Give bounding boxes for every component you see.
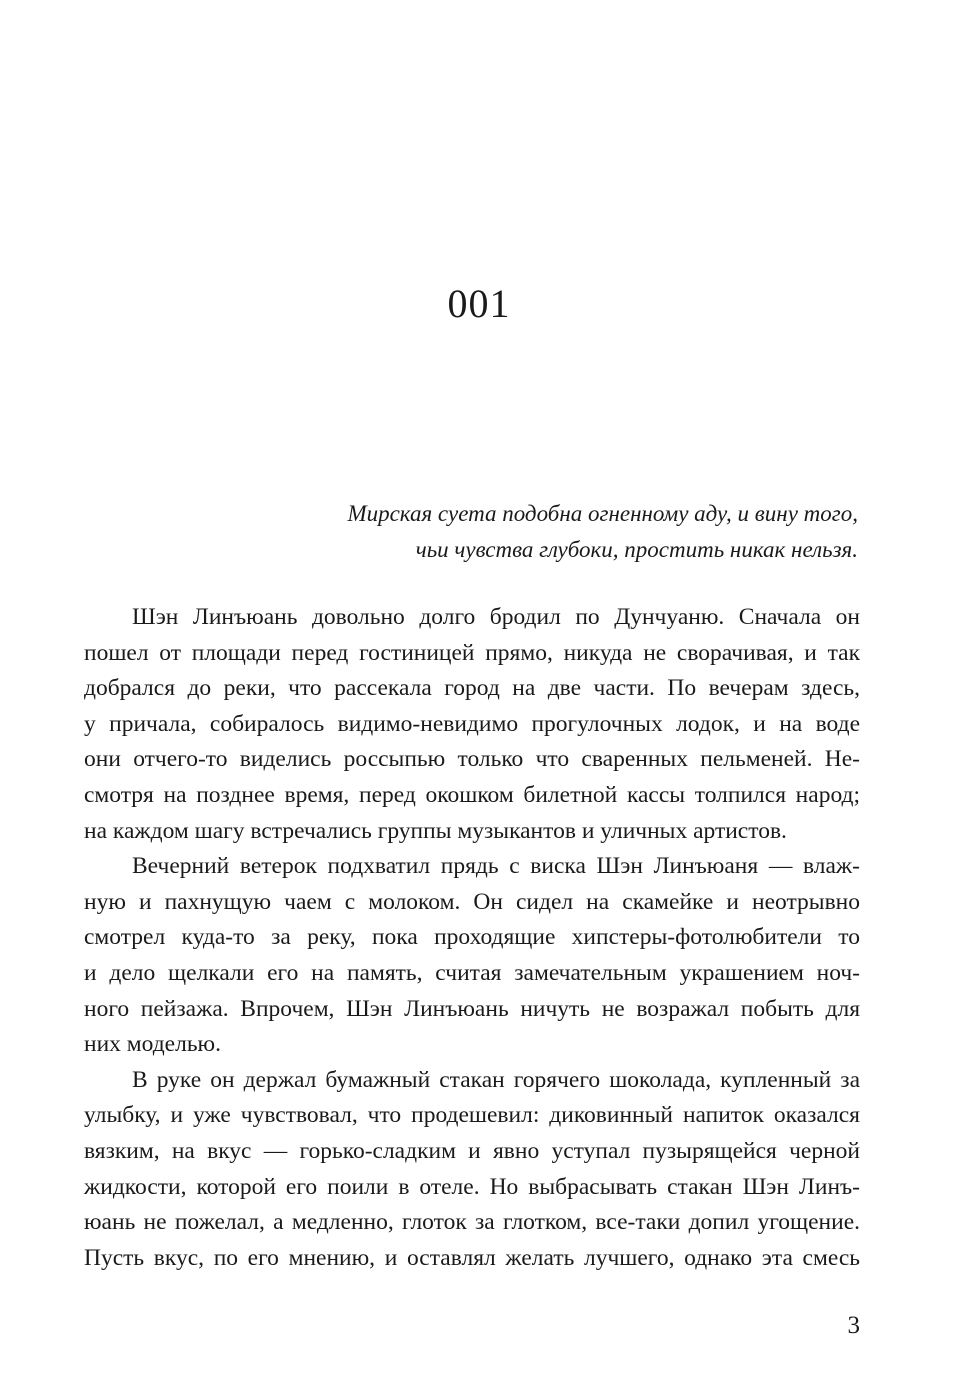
text-line: Пусть вкус, по его мнению, и оставлял желать лучшего, однако эта смесь (84, 1244, 860, 1271)
paragraph (84, 600, 860, 849)
text-line: ного пейзажа. Впрочем, Шэн Линъюань ничуть не возражал побыть для (84, 995, 860, 1022)
text-line: и дело щелкали его на память, считая замечательным украшением ноч- (84, 959, 860, 986)
epigraph-line: чьи чувства глубоки, простить никак нельзя. (415, 537, 858, 562)
paragraph (84, 1063, 860, 1277)
text-line: они отчего-то виделись россыпью только что сваренных пельменей. Не- (84, 746, 860, 773)
text-line: Вечерний ветерок подхватил прядь с виска Шэн Линъюаня — влаж- (132, 853, 860, 880)
text-line: них моделью. (84, 1031, 221, 1058)
text-line: юань не пожелал, а медленно, глоток за глотком, все-таки допил угощение. (84, 1209, 860, 1236)
page-number: 3 (847, 1312, 860, 1339)
epigraph (218, 496, 858, 568)
chapter-number: 001 (447, 281, 511, 326)
body-text (84, 600, 860, 1276)
epigraph-line: Мирская суета подобна огненному аду, и вину того, (347, 501, 858, 526)
text-line: смотря на позднее время, перед окошком билетной кассы толпился народ; (84, 781, 860, 808)
text-line: у причала, собиралось видимо-невидимо прогулочных лодок, и на воде (84, 710, 860, 737)
text-line: добрался до реки, что рассекала город на две части. По вечерам здесь, (84, 675, 860, 702)
text-line: В руке он держал бумажный стакан горячего шоколада, купленный за (132, 1066, 860, 1093)
text-line: пошел от площади перед гостиницей прямо, никуда не сворачивая, и так (84, 639, 860, 666)
text-line: на каждом шагу встречались группы музыкантов и уличных артистов. (84, 817, 787, 844)
text-line: вязким, на вкус — горько-сладким и явно уступал пузырящейся черной (84, 1137, 860, 1164)
text-line: жидкости, которой его поили в отеле. Но выбрасывать стакан Шэн Линъ- (84, 1173, 860, 1200)
text-line: ную и пахнущую чаем с молоком. Он сидел на скамейке и неотрывно (84, 888, 860, 915)
paragraph (84, 849, 860, 1063)
text-line: смотрел куда-то за реку, пока проходящие хипстеры-фотолюбители то (84, 924, 860, 951)
text-line: улыбку, и уже чувствовал, что продешевил: диковинный напиток оказался (84, 1102, 860, 1129)
text-line: Шэн Линъюань довольно долго бродил по Дунчуаню. Сначала он (132, 604, 860, 630)
